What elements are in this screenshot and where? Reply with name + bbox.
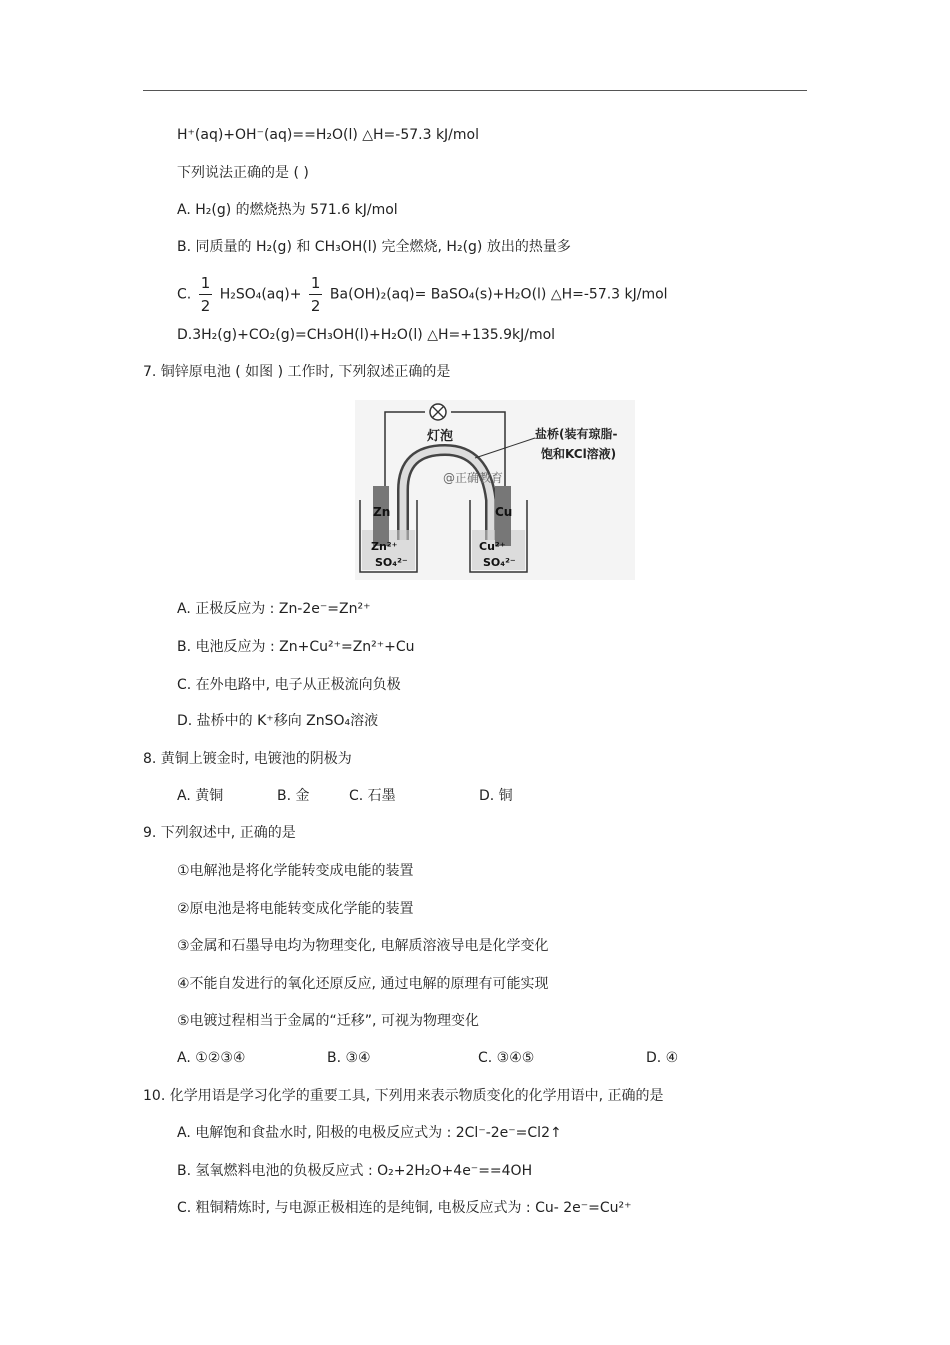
q6-option-b: B. 同质量的 H₂(g) 和 CH₃OH(l) 完全燃烧, H₂(g) 放出的热量多 (177, 239, 571, 255)
fraction-numerator: 1 (199, 272, 213, 295)
q6-option-d: D.3H₂(g)+CO₂(g)=CH₃OH(l)+H₂O(l) △H=+135.9kJ/mol (177, 327, 556, 343)
q10-option-c: C. 粗铜精炼时, 与电源正极相连的是纯铜, 电极反应式为 : Cu- 2e⁻=Cu²⁺ (177, 1200, 632, 1216)
q9-option-d: D. ④ (646, 1050, 679, 1066)
so4-right-label: SO₄²⁻ (483, 556, 516, 569)
bridge-label-1: 盐桥(装有琼脂- (535, 427, 618, 441)
fraction-denominator: 2 (200, 297, 211, 315)
neutralization-equation: H⁺(aq)+OH⁻(aq)==H₂O(l) △H=-57.3 kJ/mol (177, 127, 479, 143)
q8-option-c: C. 石墨 (349, 788, 396, 804)
q6-stem: 下列说法正确的是 ( ) (177, 165, 309, 181)
q7-option-b: B. 电池反应为 : Zn+Cu²⁺=Zn²⁺+Cu (177, 639, 415, 655)
galvanic-cell-figure (355, 400, 635, 580)
q8-options (177, 787, 513, 805)
q6-c-part2: Ba(OH)₂(aq)= BaSO₄(s)+H₂O(l) △H=-57.3 kJ/mol (329, 286, 668, 303)
q10-option-a: A. 电解饱和食盐水时, 阳极的电极反应式为 : 2Cl⁻-2e⁻=Cl2↑ (177, 1125, 562, 1141)
bulb-label: 灯泡 (427, 429, 454, 444)
q6-option-c (177, 272, 668, 317)
bulb-icon (430, 404, 446, 420)
fraction-denominator-2: 2 (310, 297, 321, 315)
q7-option-c: C. 在外电路中, 电子从正极流向负极 (177, 677, 401, 693)
fraction-half-2 (309, 272, 323, 317)
q9-option-c: C. ③④⑤ (478, 1050, 535, 1066)
q8-stem: 8. 黄铜上镀金时, 电镀池的阴极为 (143, 751, 352, 767)
galvanic-cell-diagram (355, 400, 635, 580)
bridge-label-2: 饱和KCl溶液) (541, 447, 617, 461)
q9-statement-4: ④不能自发进行的氧化还原反应, 通过电解的原理有可能实现 (177, 976, 549, 992)
q7-stem: 7. 铜锌原电池 ( 如图 ) 工作时, 下列叙述正确的是 (143, 364, 451, 380)
q6-c-prefix: C. (177, 286, 192, 303)
watermark: @正确教育 (443, 471, 504, 485)
so4-left-label: SO₄²⁻ (375, 556, 408, 569)
q7-option-d: D. 盐桥中的 K⁺移向 ZnSO₄溶液 (177, 713, 379, 729)
cu-label: Cu (495, 505, 513, 519)
q8-option-d: D. 铜 (479, 788, 513, 804)
q9-statement-3: ③金属和石墨导电均为物理变化, 电解质溶液导电是化学变化 (177, 938, 549, 954)
q8-option-b: B. 金 (277, 788, 310, 804)
header-rule (143, 90, 807, 91)
cu-ion-label: Cu²⁺ (479, 540, 506, 553)
q9-statement-2: ②原电池是将电能转变成化学能的装置 (177, 901, 414, 917)
q9-stem: 9. 下列叙述中, 正确的是 (143, 825, 296, 841)
q9-option-a: A. ①②③④ (177, 1050, 246, 1066)
q8-option-a: A. 黄铜 (177, 788, 224, 804)
q10-stem: 10. 化学用语是学习化学的重要工具, 下列用来表示物质变化的化学用语中, 正确的是 (143, 1088, 664, 1104)
zn-label: Zn (373, 505, 391, 519)
q9-statement-1: ①电解池是将化学能转变成电能的装置 (177, 863, 414, 879)
fraction-half (199, 272, 213, 317)
q9-statement-5: ⑤电镀过程相当于金属的“迁移”, 可视为物理变化 (177, 1013, 479, 1029)
q6-c-part1: H₂SO₄(aq)+ (219, 286, 302, 303)
q10-option-b: B. 氢氧燃料电池的负极反应式 : O₂+2H₂O+4e⁻==4OH (177, 1163, 533, 1179)
q7-option-a: A. 正极反应为 : Zn-2e⁻=Zn²⁺ (177, 601, 371, 617)
fraction-numerator-2: 1 (309, 272, 323, 295)
q9-option-b: B. ③④ (327, 1050, 371, 1066)
zn-ion-label: Zn²⁺ (371, 540, 398, 553)
q6-option-a: A. H₂(g) 的燃烧热为 571.6 kJ/mol (177, 202, 398, 218)
q9-options (177, 1049, 678, 1067)
